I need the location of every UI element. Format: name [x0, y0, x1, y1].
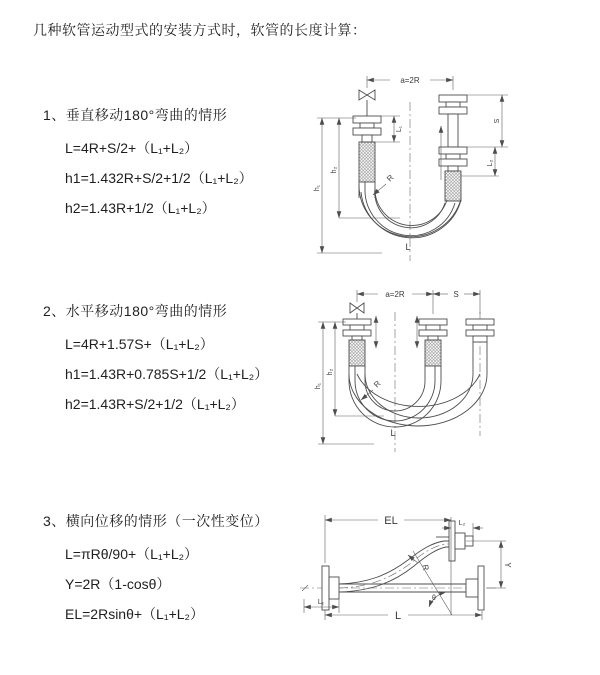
formula-line: h2=1.43R+S/2+1/2（L₁+L₂） [65, 396, 245, 412]
angle-callout [429, 592, 446, 607]
radius-callout [373, 173, 396, 195]
dimension-l1 [304, 599, 339, 613]
valve-icon [350, 303, 364, 319]
radius-label: R [385, 173, 396, 184]
page-title: 几种软管运动型式的安装方式时，软管的长度计算： [33, 22, 367, 38]
dim-label-a: a=2R [400, 76, 420, 85]
section-vertical-180 [43, 105, 313, 223]
right-hose-end [466, 319, 494, 342]
formula-line: h1=1.432R+S/2+1/2（L₁+L₂） [65, 170, 253, 186]
movement-arrows [376, 316, 417, 348]
dimension-l [325, 610, 482, 622]
dimension-a-2r [367, 76, 453, 90]
dim-label-l1: L₁ [317, 599, 325, 606]
dimension-s [467, 95, 508, 147]
formula-line: h1=1.43R+0.785S+1/2（L₁+L₂） [65, 366, 269, 382]
dim-label-y: Y [503, 562, 512, 568]
dim-label-h1: h₁ [315, 382, 322, 390]
diagram-vertical-180 [312, 68, 590, 263]
left-hose-end [353, 116, 381, 182]
dim-label-h2: h₂ [327, 368, 334, 376]
dim-label-h2: h₂ [331, 166, 338, 174]
left-hose-end [343, 319, 371, 366]
formula-line: L=πRθ/90+（L₁+L₂） [65, 546, 199, 562]
dim-label-l1: L₁ [396, 125, 403, 133]
radius-label: R [372, 379, 383, 390]
dimension-a-2r [357, 290, 433, 314]
dim-label-h1: h₁ [314, 184, 321, 192]
dim-label-l: L [394, 610, 402, 622]
radius-callout [408, 551, 452, 615]
section-2-formulas [43, 329, 313, 419]
dimension-s [433, 290, 480, 314]
formula-line: L=4R+1.57S+（L₁+L₂） [65, 336, 214, 352]
section-horizontal-180 [43, 301, 313, 419]
right-hose-end [439, 95, 467, 201]
section-3-heading: 3、横向位移的情形（一次性变位） [43, 513, 269, 529]
angle-label: θ [432, 595, 436, 602]
section-3-formulas [43, 539, 313, 629]
dim-label-s: S [453, 290, 459, 299]
section-2-heading: 2、水平移动180°弯曲的情形 [43, 303, 228, 319]
valve-icon [359, 90, 375, 116]
dim-label-a: a=2R [385, 290, 405, 299]
middle-hose-end [419, 319, 447, 366]
diagram-horizontal-180 [312, 286, 590, 454]
diagram-lateral-displacement [296, 503, 596, 653]
formula-line: EL=2Rsinθ+（L₁+L₂） [65, 606, 204, 622]
right-hose-end [466, 566, 484, 610]
formula-line: h2=1.43R+1/2（L₁+L₂） [65, 200, 216, 216]
section-lateral-displacement [43, 511, 313, 629]
length-label: L [405, 242, 411, 252]
formula-line: L=4R+S/2+（L₁+L₂） [65, 140, 199, 156]
dim-label-l2: L₂ [458, 520, 466, 527]
section-1-heading: 1、垂直移动180°弯曲的情形 [43, 107, 228, 123]
dim-label-s: S [494, 118, 501, 124]
formula-line: Y=2R（1-cosθ） [65, 576, 171, 592]
dim-label-el: EL [384, 515, 398, 527]
section-1-formulas [43, 133, 313, 223]
dim-label-l2: L₂ [487, 159, 494, 167]
radius-label: R [420, 563, 431, 572]
left-hose-end [322, 566, 339, 610]
length-label: L [390, 428, 396, 438]
